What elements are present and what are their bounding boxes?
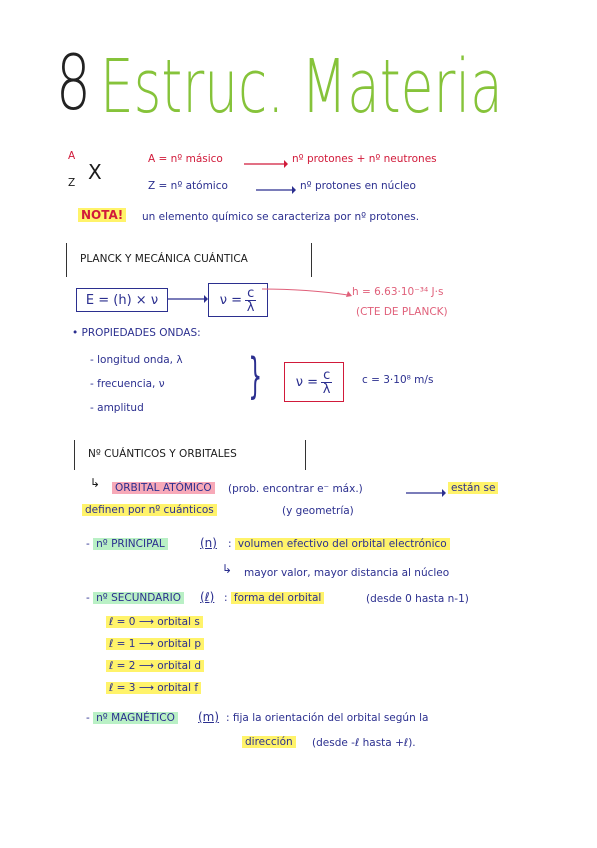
page-title: Estruc. Materia (100, 44, 503, 130)
secondary-range: (desde 0 hasta n-1) (366, 593, 469, 605)
principal-symbol: (n) (200, 536, 217, 550)
title-number: 8 (56, 38, 91, 127)
speed-of-light: c = 3·10⁸ m/s (362, 374, 434, 386)
note-text: un elemento químico se caracteriza por nº protones. (142, 211, 420, 223)
list-item: - longitud onda, λ (90, 354, 183, 366)
wave-properties-heading: • PROPIEDADES ONDAS: (72, 327, 201, 339)
magnetic-quantum-label: - nº MAGNÉTICO (86, 712, 178, 724)
orbital-result-c: (y geometría) (282, 505, 354, 517)
magnetic-symbol: (m) (198, 710, 220, 724)
orbital-description: (prob. encontrar e⁻ máx.) (228, 483, 363, 495)
planck-energy-formula: E = (h) × ν (76, 288, 168, 312)
list-item: - amplitud (90, 402, 144, 414)
orbital-result-b: definen por nº cuánticos (82, 504, 217, 516)
magnetic-description-c: (desde -ℓ hasta +ℓ). (312, 737, 416, 749)
arrow-icon (168, 295, 208, 303)
atomic-number-definition: Z = nº atómico (148, 180, 228, 192)
section-heading-quantum-numbers: Nº CUÁNTICOS Y ORBITALES (88, 448, 237, 460)
section-heading-planck: PLANCK Y MECÁNICA CUÁNTICA (80, 253, 248, 265)
principal-description: : volumen efectivo del orbital electrónico (228, 538, 450, 550)
return-arrow-icon: ↳ (90, 476, 101, 490)
wave-speed-formula-2: ν = $\frac{c}{\lambda}$ (284, 362, 344, 402)
mass-number-label: A (68, 150, 76, 162)
list-item: ℓ = 1 ⟶ orbital p (106, 638, 204, 650)
note-label: NOTA! (78, 208, 126, 222)
list-item: ℓ = 2 ⟶ orbital d (106, 660, 204, 672)
atomic-number-label: Z (68, 177, 76, 189)
secondary-symbol: (ℓ) (200, 590, 215, 604)
secondary-quantum-label: - nº SECUNDARIO (86, 592, 184, 604)
arrow-icon (244, 160, 288, 168)
list-item: ℓ = 3 ⟶ orbital f (106, 682, 201, 694)
secondary-description: : forma del orbital (224, 592, 324, 604)
magnetic-description-b: dirección (242, 736, 296, 748)
element-symbol: X (88, 160, 102, 184)
principal-quantum-label: - nº PRINCIPAL (86, 538, 168, 550)
arrow-icon (262, 287, 352, 299)
brace-icon: } (248, 348, 263, 404)
principal-consequence: mayor valor, mayor distancia al núcleo (244, 567, 450, 579)
planck-constant-name: (CTE DE PLANCK) (356, 306, 448, 318)
orbital-label: ORBITAL ATÓMICO (112, 482, 215, 494)
atomic-number-result: nº protones en núcleo (300, 180, 416, 192)
arrow-icon (256, 186, 296, 194)
magnetic-description-a: : fija la orientación del orbital según la (226, 712, 429, 724)
wave-speed-formula-1: ν = $\frac{c}{\lambda}$ (208, 283, 268, 317)
arrow-icon (406, 489, 446, 497)
orbital-result-a: están se (448, 482, 498, 494)
return-arrow-icon: ↳ (222, 562, 233, 576)
list-item: - frecuencia, ν (90, 378, 165, 390)
planck-constant-value: h = 6.63·10⁻³⁴ J·s (352, 286, 444, 298)
mass-number-result: nº protones + nº neutrones (292, 153, 437, 165)
mass-number-definition: A = nº másico (148, 153, 223, 165)
list-item: ℓ = 0 ⟶ orbital s (106, 616, 203, 628)
